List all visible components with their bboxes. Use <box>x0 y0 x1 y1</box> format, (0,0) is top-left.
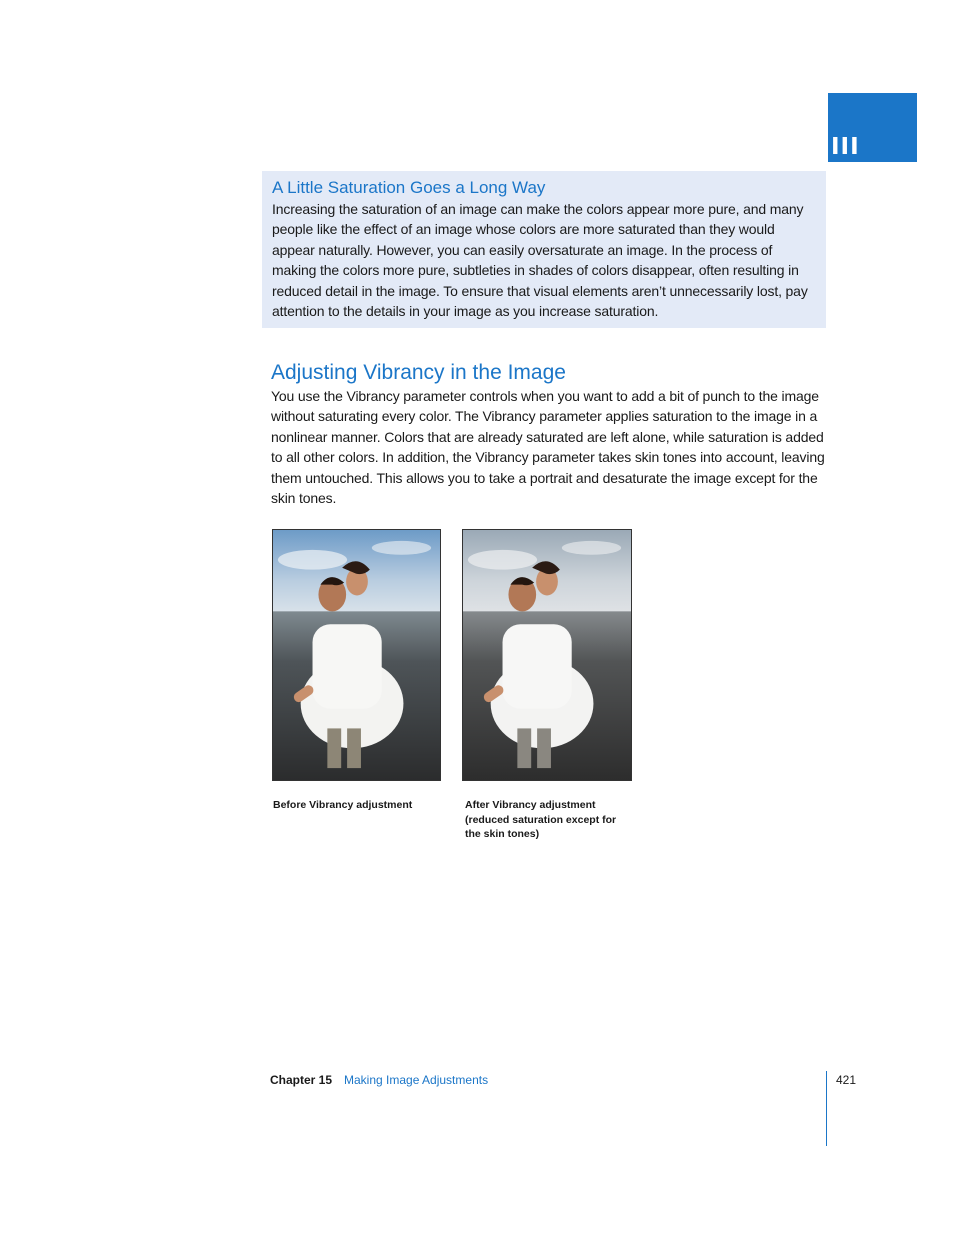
page-number: 421 <box>836 1073 857 1087</box>
sidebar-body: Increasing the saturation of an image can make the colors appear more pure, and many people like the effect of an image whose colors are more saturated than they would appear naturally. However, you can easily oversaturate an image. In the process of making the colors more pure, subtleties in shades of colors disappear, often resulting in reduced detail in the image. To ensure that visual elements aren’t unnecessarily lost, pay attention to the details in your image as you increase saturation. <box>272 201 808 320</box>
part-number: III <box>831 134 860 160</box>
photo-after <box>462 529 632 781</box>
part-tab <box>828 93 917 162</box>
sidebar-title: A Little Saturation Goes a Long Way <box>272 178 546 197</box>
footer-chapter-title: Making Image Adjustments <box>344 1073 489 1087</box>
caption-after: After Vibrancy adjustment (reduced saturation except for the skin tones) <box>465 799 617 840</box>
footer-divider <box>826 1071 827 1146</box>
section-body: You use the Vibrancy parameter controls when you want to add a bit of punch to the image without saturating every color. The Vibrancy parameter applies saturation to the image in a nonlinear manner. Colors that are already saturated are left alone, while saturation is added to all other colors. In addition, the Vibrancy parameter takes skin tones into account, leaving them untouched. This allows you to take a portrait and desaturate the image except for the skin tones. <box>271 388 825 507</box>
footer-chapter: Chapter 15 <box>270 1073 333 1087</box>
sidebar-box <box>262 171 826 328</box>
photo-before <box>272 529 441 781</box>
section-heading: Adjusting Vibrancy in the Image <box>271 361 566 384</box>
caption-before: Before Vibrancy adjustment <box>273 799 413 811</box>
section <box>271 360 831 508</box>
